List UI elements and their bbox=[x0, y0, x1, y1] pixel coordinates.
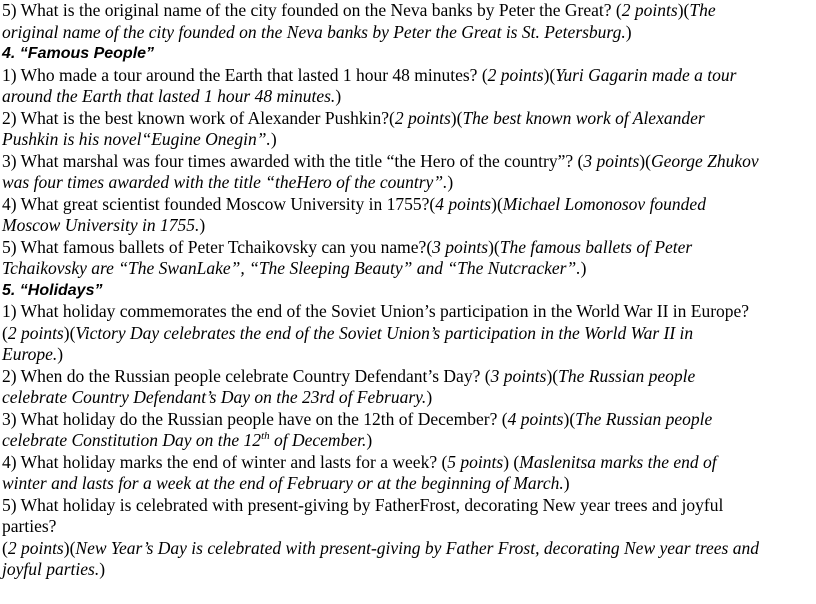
question-line: 2) What is the best known work of Alexander Pushkin?(2 points)(The best known work of Alexander bbox=[2, 107, 705, 128]
answer-line: Europe.) bbox=[2, 344, 64, 364]
question-line: 5) What famous ballets of Peter Tchaikovsky can you name?(3 points)(The famous ballets of Peter bbox=[2, 236, 693, 257]
answer-line: (2 points)(New Year’s Day is celebrated with present-giving by Father Frost, decorating New year trees and bbox=[2, 537, 759, 558]
question-line: 1) What holiday commemorates the end of the Soviet Union’s participation in the World War II in Europe? bbox=[2, 301, 750, 321]
question-line: 3) What marshal was four times awarded with the title “the Hero of the country”? (3 points)(George Zhukov bbox=[2, 150, 759, 171]
section-heading: 4. “Famous People” bbox=[2, 45, 155, 62]
answer-line: Pushkin is his novel“Eugine Onegin”.) bbox=[2, 129, 277, 149]
question-line: 1) Who made a tour around the Earth that lasted 1 hour 48 minutes? (2 points)(Yuri Gagarin made a tour bbox=[2, 64, 737, 85]
answer-line: winter and lasts for a week at the end of February or at the beginning of March.) bbox=[2, 473, 570, 493]
question-line: 5) What holiday is celebrated with present-giving by FatherFrost, decorating New year trees and joyful bbox=[2, 494, 724, 515]
question-line: 3) What holiday do the Russian people have on the 12th of December? (4 points)(The Russian people bbox=[2, 408, 713, 429]
answer-line: Tchaikovsky are “The SwanLake”, “The Sleeping Beauty” and “The Nutcracker”.) bbox=[2, 258, 587, 278]
question-line: 2) When do the Russian people celebrate Country Defendant’s Day? (3 points)(The Russian people bbox=[2, 365, 696, 386]
answer-line: celebrate Country Defendant’s Day on the 23rd of February.) bbox=[2, 387, 433, 407]
answer-line: Moscow University in 1755.) bbox=[2, 215, 206, 235]
answer-line: was four times awarded with the title “theHero of the country”.) bbox=[2, 172, 454, 192]
answer-line: (2 points)(Victory Day celebrates the end of the Soviet Union’s participation in the World War II in bbox=[2, 322, 694, 343]
question-line: 4) What holiday marks the end of winter and lasts for a week? (5 points) (Maslenitsa marks the end of bbox=[2, 451, 717, 472]
question-line: 4) What great scientist founded Moscow University in 1755?(4 points)(Michael Lomonosov founded bbox=[2, 193, 706, 214]
answer-line: original name of the city founded on the Neva banks by Peter the Great is St. Petersburg.) bbox=[2, 21, 632, 42]
section-heading: 5. “Holidays” bbox=[2, 281, 103, 299]
question-line: 5) What is the original name of the city founded on the Neva banks by Peter the Great? (2 points)(The bbox=[2, 0, 716, 20]
answer-line: joyful parties.) bbox=[2, 559, 106, 579]
question-line: parties? bbox=[2, 516, 57, 536]
answer-line: celebrate Constitution Day on the 12th of December.) bbox=[2, 430, 373, 450]
answer-line: around the Earth that lasted 1 hour 48 minutes.) bbox=[2, 86, 342, 106]
